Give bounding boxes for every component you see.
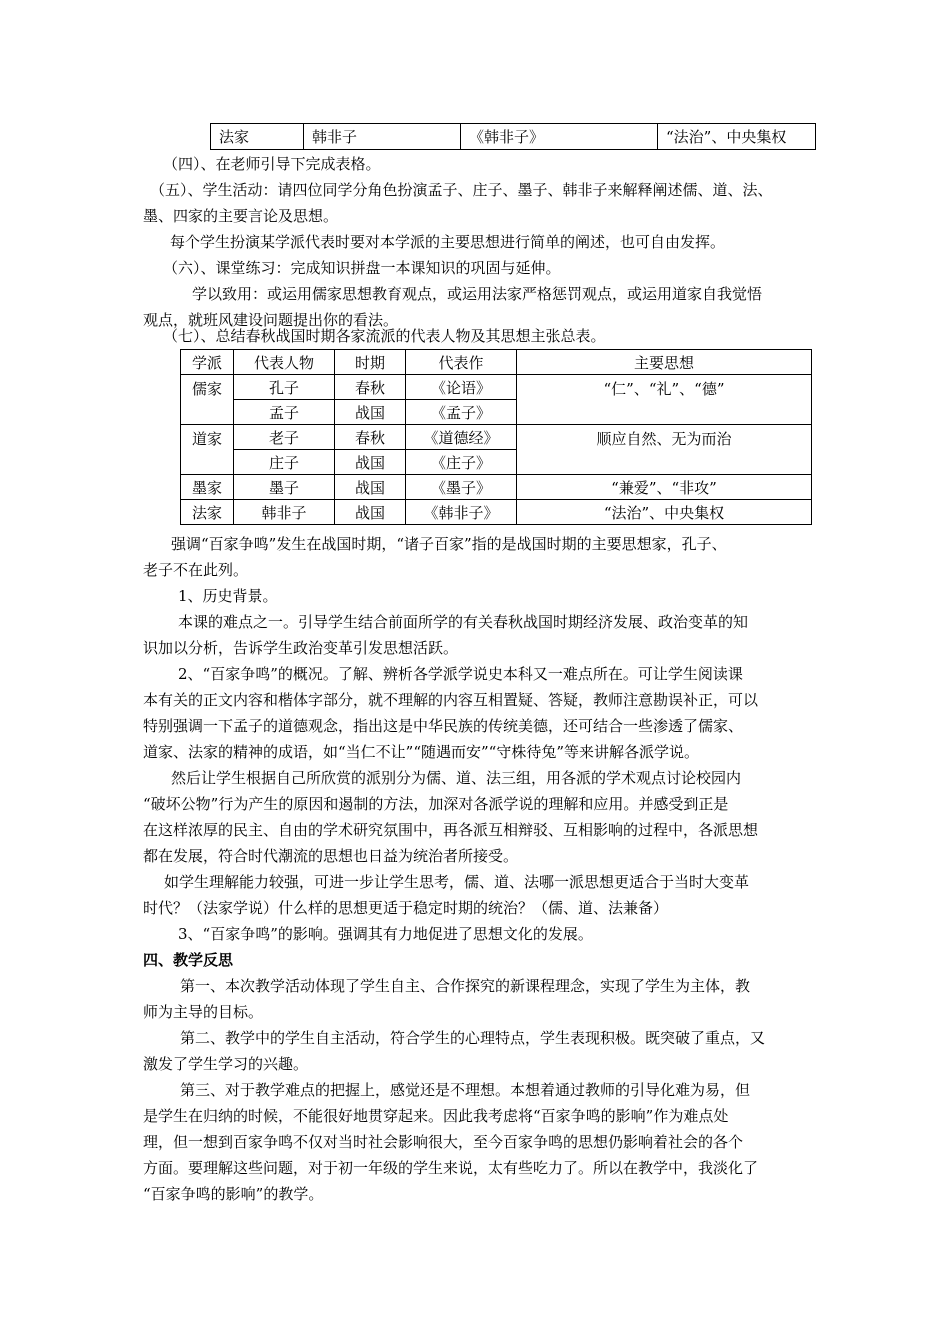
table-cell: 《论语》 [406,375,517,400]
step-five-line1: （五）、学生活动：请四位同学分角色扮演孟子、庄子、墨子、韩非子来解释阐述儒、道、法、 [150,181,773,199]
emphasis-line1: 强调“百家争鸣”发生在战国时期，“诸子百家”指的是战国时期的主要思想家，孔子、 [171,535,727,553]
summary-table [180,349,812,525]
reflection-two-line2: 激发了学生学习的兴趣。 [143,1055,309,1073]
overview-line3: 特别强调一下孟子的道德观念，指出这是中华民族的传统美德，还可结合一些渗透了儒家、 [143,717,744,735]
column-header: 代表作 [406,350,517,375]
overview-line4: 道家、法家的精神的成语，如“当仁不让”“随遇而安”“守株待兔”等来讲解各派学说。 [143,743,700,761]
extension-line1: 如学生理解能力较强，可进一步让学生思考，儒、道、法哪一派思想更适合于当时大变革 [164,873,750,891]
table-cell: 墨子 [234,475,335,500]
table-cell: 战国 [335,450,406,475]
step-six-line1: 学以致用：或运用儒家思想教育观点，或运用法家严格惩罚观点，或运用道家自我觉悟 [192,285,763,303]
table-row [181,375,812,400]
reflection-three-line2: 是学生在归纳的时候，不能很好地贯穿起来。因此我考虑将“百家争鸣的影响”作为难点处 [143,1107,729,1125]
table-cell: 法家 [211,124,304,150]
table-cell: 庄子 [234,450,335,475]
column-header: 学派 [181,350,234,375]
table-cell: 《韩非子》 [406,500,517,525]
emphasis-line2: 老子不在此列。 [143,561,249,579]
table-cell: 孔子 [234,375,335,400]
table-cell: 战国 [335,400,406,425]
table-row [181,475,812,500]
table-row [211,124,816,150]
reflection-two-line1: 第二、教学中的学生自主活动，符合学生的心理特点，学生表现积极。既突破了重点，又 [180,1029,766,1047]
reflection-three-line5: “百家争鸣的影响”的教学。 [143,1185,324,1203]
table-cell: 《墨子》 [406,475,517,500]
continued-table-row [210,123,816,150]
table-cell: 战国 [335,475,406,500]
table-cell: 孟子 [234,400,335,425]
step-four: （四）、在老师引导下完成表格。 [163,155,381,173]
group-line3: 在这样浓厚的民主、自由的学术研究氛围中，再各派互相辩驳、互相影响的过程中，各派思想 [143,821,759,839]
step-six: （六）、课堂练习：完成知识拼盘一本课知识的巩固与延伸。 [163,259,561,277]
group-line2: “破坏公物”行为产生的原因和遏制的方法，加深对各派学说的理解和应用。并感受到正是 [143,795,729,813]
column-header: 主要思想 [517,350,812,375]
table-row [181,500,812,525]
background-heading: 1、历史背景。 [178,587,278,605]
group-line1: 然后让学生根据自己所欣赏的派别分为儒、道、法三组，用各派的学术观点讨论校园内 [171,769,742,787]
step-five-note: 每个学生扮演某学派代表时要对本学派的主要思想进行简单的阐述，也可自由发挥。 [170,233,726,251]
reflection-three-line1: 第三、对于教学难点的把握上，感觉还是不理想。本想着通过教师的引导化难为易，但 [180,1081,751,1099]
table-cell: “法治”、中央集权 [658,124,816,150]
table-cell: 《道德经》 [406,425,517,450]
influence-heading: 3、“百家争鸣”的影响。强调其有力地促进了思想文化的发展。 [178,925,593,943]
column-header: 代表人物 [234,350,335,375]
school-cell: 道家 [181,425,234,475]
group-line4: 都在发展，符合时代潮流的思想也日益为统治者所接受。 [143,847,519,865]
column-header: 时期 [335,350,406,375]
table-cell: 《韩非子》 [461,124,658,150]
school-cell: 儒家 [181,375,234,425]
background-line1: 本课的难点之一。引导学生结合前面所学的有关春秋战国时期经济发展、政治变革的知 [178,613,749,631]
table-cell: 韩非子 [234,500,335,525]
table-cell: 战国 [335,500,406,525]
overview-line2: 本有关的正文内容和楷体字部分，就不理解的内容互相置疑、答疑，教师注意勘误补正，可以 [143,691,759,709]
school-cell: 法家 [181,500,234,525]
reflection-three-line3: 理，但一想到百家争鸣不仅对当时社会影响很大，至今百家争鸣的思想仍影响着社会的各个 [143,1133,744,1151]
table-cell: 韩非子 [304,124,461,150]
idea-cell: 顺应自然、无为而治 [517,425,812,475]
idea-cell: “兼爱”、“非攻” [517,475,812,500]
table-cell: 春秋 [335,425,406,450]
table-cell: 春秋 [335,375,406,400]
background-line2: 识加以分析，告诉学生政治变革引发思想活跃。 [143,639,459,657]
table-cell: 《孟子》 [406,400,517,425]
table-header-row [181,350,812,375]
reflection-one-line1: 第一、本次教学活动体现了学生自主、合作探究的新课程理念，实现了学生为主体，教 [180,977,751,995]
step-seven: （七）、总结春秋战国时期各家流派的代表人物及其思想主张总表。 [163,327,606,345]
table-cell: 《庄子》 [406,450,517,475]
section-heading: 四、教学反思 [143,951,234,969]
reflection-three-line4: 方面。要理解这些问题，对于初一年级的学生来说，太有些吃力了。所以在教学中，我淡化了 [143,1159,759,1177]
table-cell: 老子 [234,425,335,450]
school-cell: 墨家 [181,475,234,500]
reflection-one-line2: 师为主导的目标。 [143,1003,264,1021]
table-row [181,425,812,450]
idea-cell: “仁”、“礼”、“德” [517,375,812,425]
overview-line1: 2、“百家争鸣”的概况。了解、辨析各学派学说史本科又一难点所在。可让学生阅读课 [178,665,743,683]
step-five-line2: 墨、四家的主要言论及思想。 [143,207,339,225]
idea-cell: “法治”、中央集权 [517,500,812,525]
step-six-line2: 观点，就班风建设问题提出你的看法。 [143,311,399,329]
extension-line2: 时代？（法家学说）什么样的思想更适于稳定时期的统治？（儒、道、法兼备） [143,899,669,917]
